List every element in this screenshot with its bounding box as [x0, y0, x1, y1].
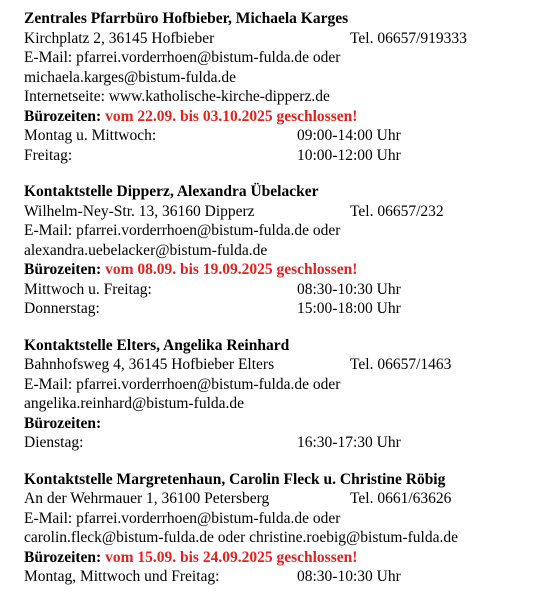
- section-dipperz: [24, 182, 544, 319]
- hours-days: Montag u. Mittwoch:: [24, 127, 157, 144]
- hours-time: 16:30-17:30 Uhr: [297, 434, 401, 451]
- phone-number: Tel. 06657/1463: [350, 356, 452, 373]
- hours-days: Dienstag:: [24, 434, 84, 451]
- hours-days: Donnerstag:: [24, 300, 100, 317]
- hours-time: 08:30-10:30 Uhr: [297, 568, 401, 585]
- section-heading: Kontaktstelle Margretenhaun, Carolin Fleck u. Christine Röbig: [24, 470, 446, 488]
- address: An der Wehrmauer 1, 36100 Petersberg: [24, 490, 270, 507]
- closed-notice: vom 08.09. bis 19.09.2025 geschlossen!: [105, 261, 358, 278]
- section-heading: Zentrales Pfarrbüro Hofbieber, Michaela Karges: [24, 10, 349, 27]
- hours-time: 15:00-18:00 Uhr: [297, 300, 401, 317]
- office-hours-line: [24, 260, 544, 280]
- closed-notice: vom 22.09. bis 03.10.2025 geschlossen!: [105, 107, 358, 125]
- website-line: Internetseite: www.katholische-kirche-dipperz.de: [24, 88, 330, 105]
- hours-time: 10:00-12:00 Uhr: [297, 146, 401, 164]
- section-hofbieber: [24, 9, 544, 165]
- hours-time: 09:00-14:00 Uhr: [297, 127, 401, 144]
- address-line: [24, 202, 544, 222]
- phone-number: Tel. 06657/919333: [350, 29, 467, 47]
- office-hours-line: [24, 548, 544, 568]
- office-hours-line: [24, 414, 544, 434]
- hours-time: 08:30-10:30 Uhr: [297, 280, 401, 298]
- office-hours-label: Bürozeiten:: [24, 107, 102, 125]
- address-line: [24, 29, 544, 49]
- email-line: E-Mail: pfarrei.vorderrhoen@bistum-fulda.de oder: [24, 375, 341, 393]
- section-heading: Kontaktstelle Elters, Angelika Reinhard: [24, 336, 290, 354]
- hours-row: [24, 299, 544, 319]
- email-line: E-Mail: pfarrei.vorderrhoen@bistum-fulda.de oder: [24, 509, 341, 527]
- address-line: [24, 489, 544, 509]
- office-hours-label: Bürozeiten:: [24, 261, 102, 278]
- email-line: michaela.karges@bistum-fulda.de: [24, 68, 236, 86]
- phone-number: Tel. 0661/63626: [350, 490, 452, 507]
- section-elters: [24, 336, 544, 453]
- hours-days: Freitag:: [24, 146, 73, 164]
- hours-days: Montag, Mittwoch und Freitag:: [24, 568, 220, 585]
- address-line: [24, 355, 544, 375]
- hours-row: [24, 146, 544, 166]
- hours-row: [24, 126, 544, 146]
- email-line: alexandra.uebelacker@bistum-fulda.de: [24, 241, 268, 259]
- phone-number: Tel. 06657/232: [350, 202, 444, 220]
- address: Kirchplatz 2, 36145 Hofbieber: [24, 29, 215, 47]
- office-hours-label: Bürozeiten:: [24, 548, 102, 566]
- closed-notice: vom 15.09. bis 24.09.2025 geschlossen!: [105, 548, 358, 566]
- hours-row: [24, 280, 544, 300]
- hours-row: [24, 433, 544, 453]
- office-hours-line: [24, 107, 544, 127]
- address: Bahnhofsweg 4, 36145 Hofbieber Elters: [24, 356, 275, 373]
- section-heading: Kontaktstelle Dipperz, Alexandra Übelacker: [24, 183, 319, 200]
- contact-document: [24, 9, 544, 587]
- email-line: carolin.fleck@bistum-fulda.de oder christine.roebig@bistum-fulda.de: [24, 529, 458, 546]
- section-margretenhaun: [24, 470, 544, 587]
- hours-row: [24, 567, 544, 587]
- office-hours-label: Bürozeiten:: [24, 414, 102, 432]
- email-line: angelika.reinhard@bistum-fulda.de: [24, 395, 245, 412]
- address: Wilhelm-Ney-Str. 13, 36160 Dipperz: [24, 202, 255, 220]
- email-line: E-Mail: pfarrei.vorderrhoen@bistum-fulda.de oder: [24, 222, 341, 239]
- email-line: E-Mail: pfarrei.vorderrhoen@bistum-fulda.de oder: [24, 49, 341, 66]
- hours-days: Mittwoch u. Freitag:: [24, 280, 152, 298]
